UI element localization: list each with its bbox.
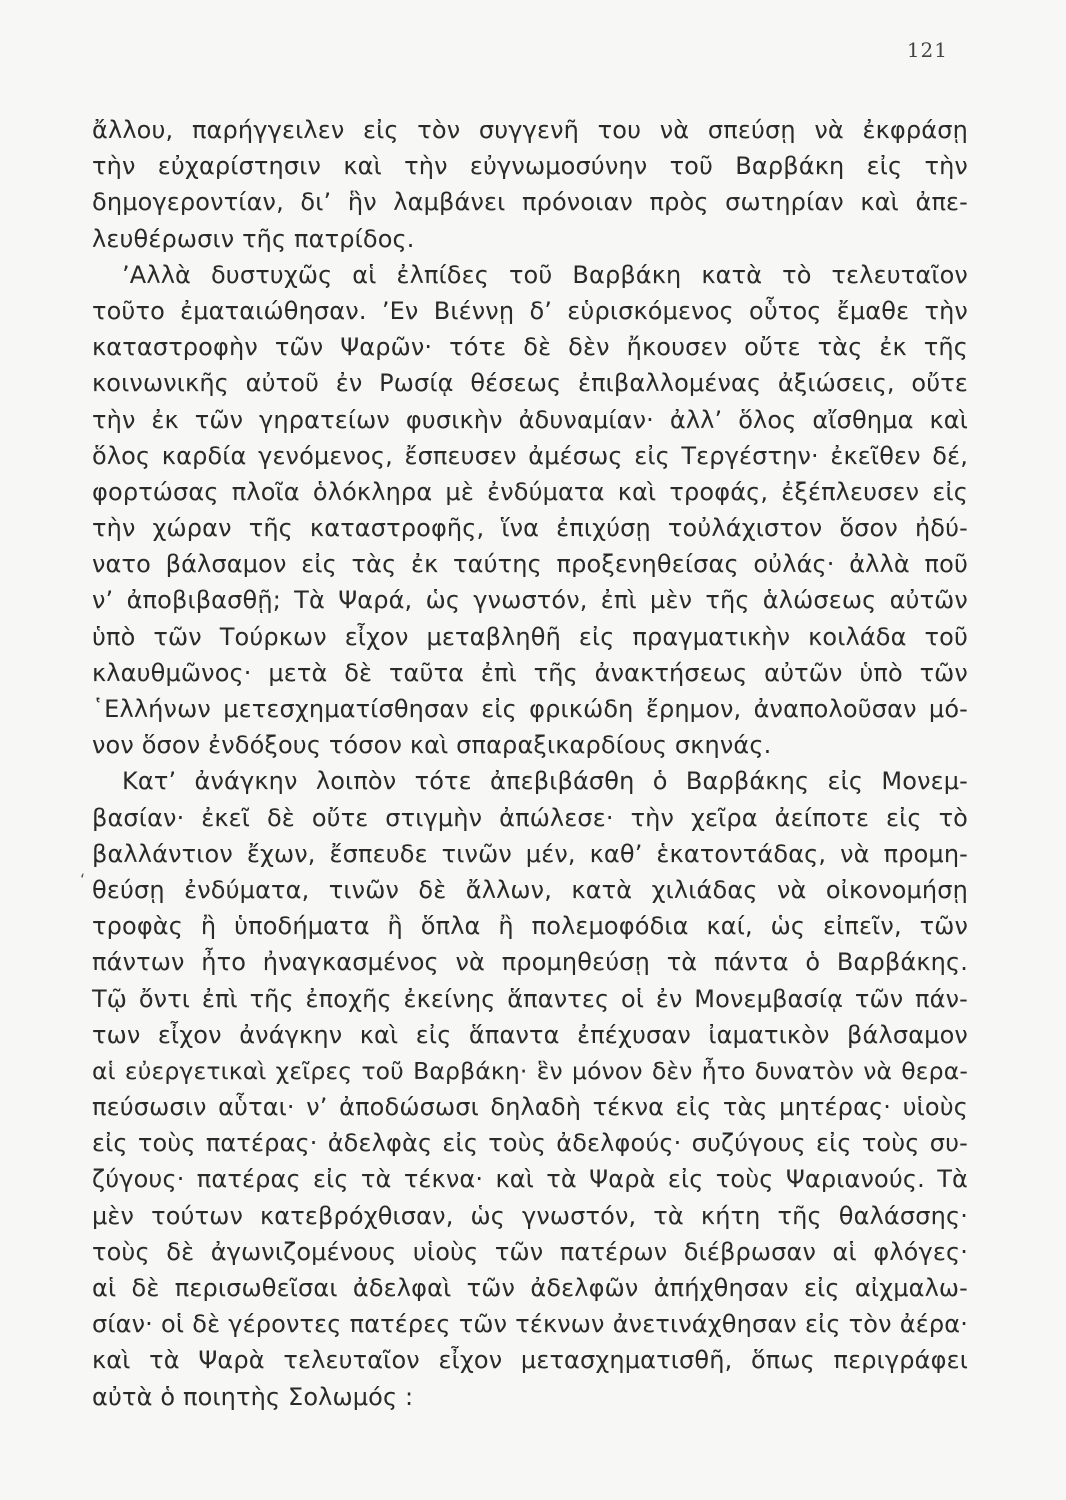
- text-line: λευθέρωσιν τῆς πατρίδος.: [92, 224, 415, 253]
- text-line: τὴν χώραν τῆς καταστροφῆς, ἵνα ἐπιχύσῃ τοὐλάχιστον ὅσον ἠδύ-: [92, 514, 968, 543]
- text-line: καὶ τὰ Ψαρὰ τελευταῖον εἶχον μετασχηματισθῆ, ὅπως περιγράφει: [92, 1346, 968, 1375]
- text-line: τὴν ἐκ τῶν γηρατείων φυσικὴν ἀδυναμίαν· ἀλλ’ ὅλος αἴσθημα καὶ: [92, 405, 968, 434]
- text-line: βαλλάντιον ἔχων, ἔσπευδε τινῶν μέν, καθ’ ἑκατοντάδας, νὰ προμη-: [92, 839, 968, 868]
- text-line: αἱ εὐεργετικαὶ χεῖρες τοῦ Βαρβάκη· ἓν μόνον δὲν ἦτο δυνατὸν νὰ θερα-: [92, 1056, 968, 1085]
- text-line: τοὺς δὲ ἀγωνιζομένους υἱοὺς τῶν πατέρων διέβρωσαν αἱ φλόγες·: [92, 1237, 968, 1266]
- text-line: κλαυθμῶνος· μετὰ δὲ ταῦτα ἐπὶ τῆς ἀνακτήσεως αὐτῶν ὑπὸ τῶν: [92, 658, 968, 687]
- body-text: [92, 112, 968, 1415]
- paragraph-start-line: ’Αλλὰ δυστυχῶς αἱ ἐλπίδες τοῦ Βαρβάκη κατὰ τὸ τελευταῖον: [122, 260, 968, 289]
- text-line: ν’ ἀποβιβασθῇ; Τὰ Ψαρά, ὡς γνωστόν, ἐπὶ μὲν τῆς ἁλώσεως αὐτῶν: [92, 586, 968, 615]
- text-line: σίαν· οἱ δὲ γέροντες πατέρες τῶν τέκνων ἀνετινάχθησαν εἰς τὸν ἀέρα·: [92, 1310, 968, 1339]
- text-line: φορτώσας πλοῖα ὁλόκληρα μὲ ἐνδύματα καὶ τροφάς, ἐξέπλευσεν εἰς: [92, 477, 968, 506]
- text-line: των εἶχον ἀνάγκην καὶ εἰς ἅπαντα ἐπέχυσαν ἰαματικὸν βάλσαμον: [92, 1020, 968, 1049]
- text-line: κοινωνικῆς αὐτοῦ ἐν Ρωσίᾳ θέσεως ἐπιβαλλομένας ἀξιώσεις, οὔτε: [92, 369, 968, 398]
- text-line: μὲν τούτων κατεβρόχθισαν, ὡς γνωστόν, τὰ κήτη τῆς θαλάσσης·: [92, 1201, 968, 1230]
- text-line: τοῦτο ἐματαιώθησαν. ’Εν Βιέννῃ δ’ εὑρισκόμενος οὗτος ἔμαθε τὴν: [92, 296, 968, 325]
- text-line: πάντων ἦτο ἠναγκασμένος νὰ προμηθεύσῃ τὰ πάντα ὁ Βαρβάκης.: [92, 948, 968, 977]
- text-line: νατο βάλσαμον εἰς τὰς ἐκ ταύτης προξενηθείσας οὐλάς· ἀλλὰ ποῦ: [92, 550, 968, 579]
- text-line: ἄλλου, παρήγγειλεν εἰς τὸν συγγενῆ του νὰ σπεύσῃ νὰ ἐκφράσῃ: [92, 116, 968, 144]
- text-line: τροφὰς ἢ ὑποδήματα ἢ ὅπλα ἢ πολεμοφόδια καί, ὡς εἰπεῖν, τῶν: [92, 912, 968, 941]
- text-line: αὐτὰ ὁ ποιητὴς Σολωμός :: [92, 1382, 414, 1411]
- text-line: ζύγους· πατέρας εἰς τὰ τέκνα· καὶ τὰ Ψαρὰ εἰς τοὺς Ψαριανούς. Τὰ: [92, 1165, 968, 1194]
- text-line: ῾Ελλήνων μετεσχηματίσθησαν εἰς φρικώδη ἔρημον, ἀναπολοῦσαν μό-: [92, 695, 968, 723]
- text-line: νον ὅσον ἐνδόξους τόσον καὶ σπαραξικαρδίους σκηνάς.: [92, 731, 772, 760]
- paragraph-start-line: Κατ’ ἀνάγκην λοιπὸν τότε ἀπεβιβάσθη ὁ Βαρβάκης εἰς Μονεμ-: [122, 767, 968, 796]
- text-line: δημογεροντίαν, δι’ ἣν λαμβάνει πρόνοιαν πρὸς σωτηρίαν καὶ ἀπε-: [92, 188, 968, 217]
- margin-mark: ‘: [80, 870, 86, 889]
- text-line: καταστροφὴν τῶν Ψαρῶν· τότε δὲ δὲν ἤκουσεν οὔτε τὰς ἐκ τῆς: [92, 333, 968, 362]
- text-line: ὅλος καρδία γενόμενος, ἔσπευσεν ἀμέσως εἰς Τεργέστην· ἐκεῖθεν δέ,: [92, 441, 968, 470]
- text-line: βασίαν· ἐκεῖ δὲ οὔτε στιγμὴν ἀπώλεσε· τὴν χεῖρα ἀείποτε εἰς τὸ: [92, 803, 968, 832]
- text-line: αἱ δὲ περισωθεῖσαι ἀδελφαὶ τῶν ἀδελφῶν ἀπήχθησαν εἰς αἰχμαλω-: [92, 1274, 968, 1302]
- text-line: Τῷ ὄντι ἐπὶ τῆς ἐποχῆς ἐκείνης ἅπαντες οἱ ἐν Μονεμβασίᾳ τῶν πάν-: [92, 984, 968, 1013]
- text-line: εἰς τοὺς πατέρας· ἀδελφὰς εἰς τοὺς ἀδελφούς· συζύγους εἰς τοὺς συ-: [92, 1129, 968, 1158]
- text-line: πεύσωσιν αὗται· ν’ ἀποδώσωσι δηλαδὴ τέκνα εἰς τὰς μητέρας· υἱοὺς: [92, 1093, 968, 1122]
- page-number: 121: [906, 38, 948, 62]
- text-line: τὴν εὐχαρίστησιν καὶ τὴν εὐγνωμοσύνην τοῦ Βαρβάκη εἰς τὴν: [92, 152, 968, 181]
- text-line: θεύσῃ ἐνδύματα, τινῶν δὲ ἄλλων, κατὰ χιλιάδας νὰ οἰκονομήσῃ: [92, 875, 968, 904]
- text-line: ὑπὸ τῶν Τούρκων εἶχον μεταβληθῆ εἰς πραγματικὴν κοιλάδα τοῦ: [92, 622, 968, 651]
